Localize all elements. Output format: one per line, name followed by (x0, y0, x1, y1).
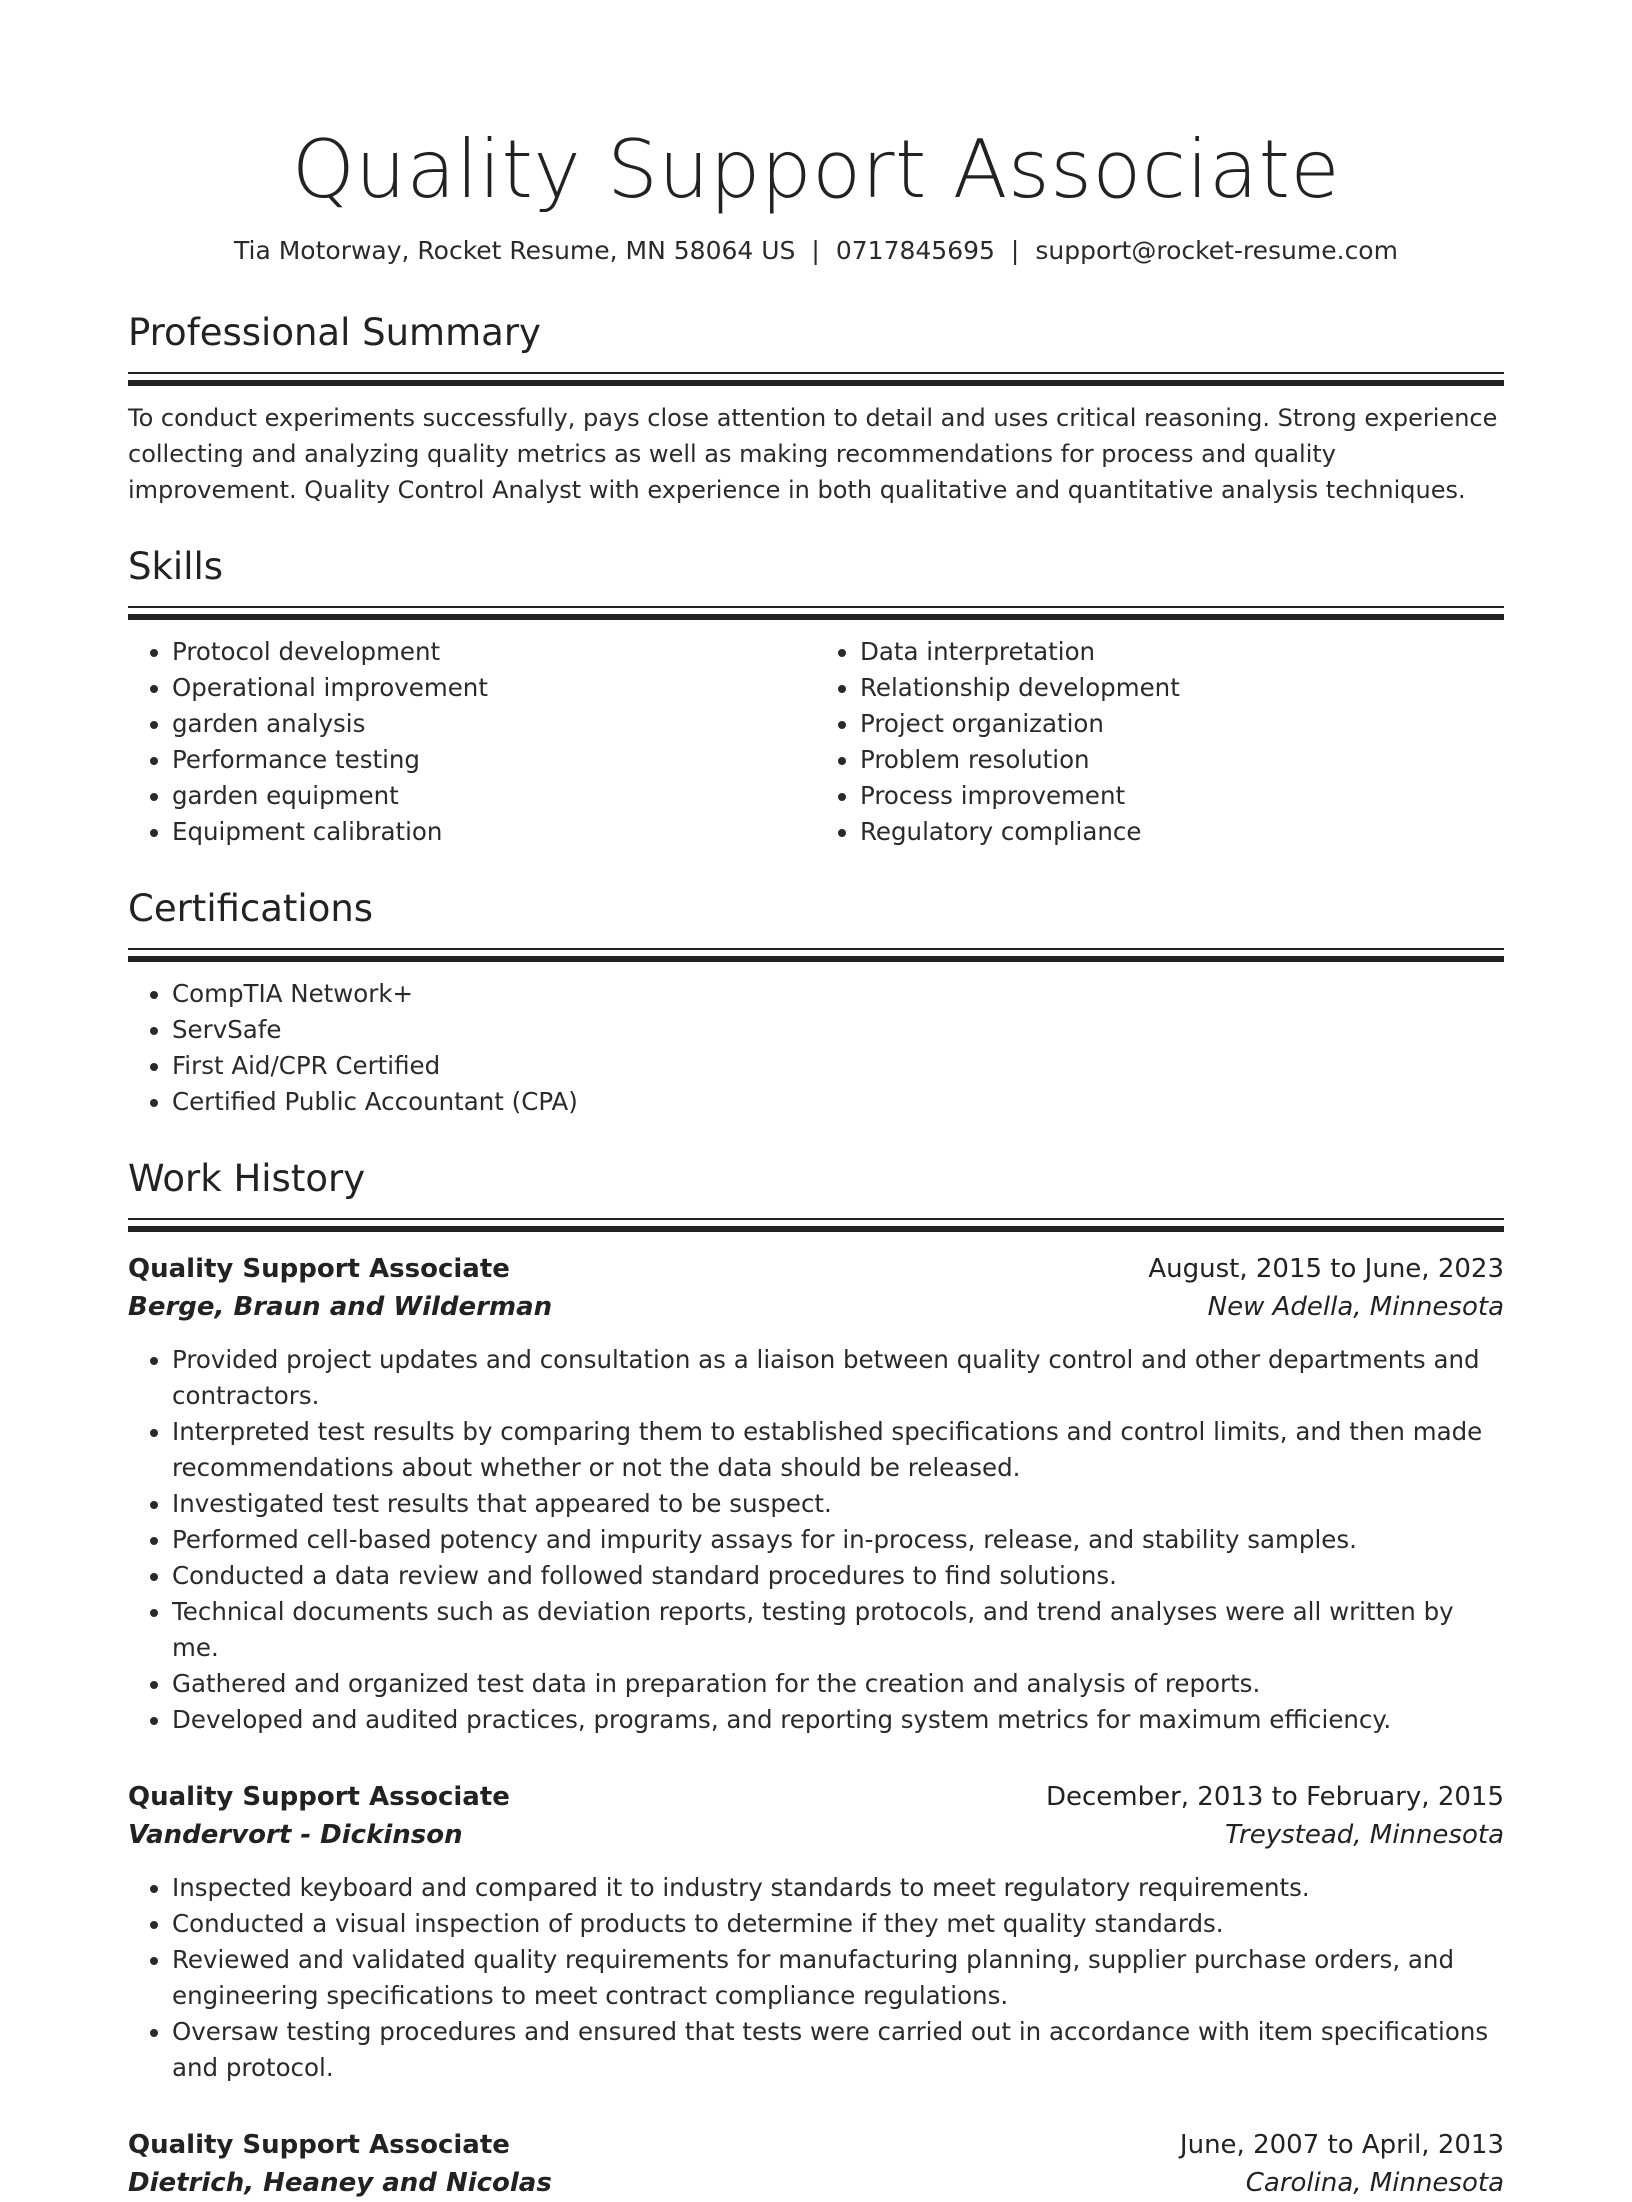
contact-line (128, 234, 1504, 268)
job-bullet: • Technical documents such as deviation reports, testing protocols, and trend analyses were all written by me. (172, 1594, 1504, 1666)
job-company: Vandervort - Dickinson (128, 1820, 463, 1850)
job-company: Dietrich, Heaney and Nicolas (128, 2168, 552, 2198)
job-bullet: • Inspected keyboard and compared it to industry standards to meet regulatory requirements. (172, 1870, 1504, 1906)
skill-item: • Operational improvement (172, 670, 816, 706)
section-heading-certifications: Certifications (128, 887, 374, 930)
job-dates: August, 2015 to June, 2023 (1148, 1254, 1504, 1284)
job-bullet: • Provided project updates and consultation as a liaison between quality control and other departments and contractors. (172, 1342, 1504, 1414)
section-divider (128, 1218, 1504, 1232)
resume-title: Quality Support Associate (291, 123, 1341, 216)
contact-email[interactable]: support@rocket-resume.com (1035, 236, 1398, 265)
certification-item: • First Aid/CPR Certified (172, 1048, 1504, 1084)
job-bullets (128, 1870, 1504, 2086)
job-location: Carolina, Minnesota (1245, 2168, 1504, 2198)
job-dates: December, 2013 to February, 2015 (1045, 1782, 1504, 1812)
work-history-section (128, 1154, 1504, 2202)
job-bullet: • Oversaw testing procedures and ensured that tests were carried out in accordance with item specifications and protocol. (172, 2014, 1504, 2086)
certifications-list (128, 976, 1504, 1120)
section-divider (128, 372, 1504, 386)
certification-item: • CompTIA Network+ (172, 976, 1504, 1012)
job-title: Quality Support Associate (128, 2130, 510, 2160)
skill-item: • garden equipment (172, 778, 816, 814)
job-bullets (128, 1342, 1504, 1738)
job-bullet: • Conducted a visual inspection of products to determine if they met quality standards. (172, 1906, 1504, 1942)
skills-list-left (128, 634, 816, 850)
job-title: Quality Support Associate (128, 1254, 510, 1284)
job-bullet: • Performed cell-based potency and impurity assays for in-process, release, and stability samples. (172, 1522, 1504, 1558)
skill-item: • Problem resolution (860, 742, 1504, 778)
summary-section (128, 308, 1504, 508)
contact-address: Tia Motorway, Rocket Resume, MN 58064 US (234, 236, 796, 265)
skill-item: • Project organization (860, 706, 1504, 742)
job-bullet: • Developed and audited practices, programs, and reporting system metrics for maximum efficiency. (172, 1702, 1504, 1738)
job-entry (128, 1250, 1504, 1738)
section-divider (128, 948, 1504, 962)
job-bullet: • Reviewed and validated quality requirements for manufacturing planning, supplier purchase orders, and engineering specifications to meet contract compliance regulations. (172, 1942, 1504, 2014)
section-heading-skills: Skills (128, 545, 224, 588)
skill-item: • Relationship development (860, 670, 1504, 706)
skills-list-right (816, 634, 1504, 850)
skill-item: • Data interpretation (860, 634, 1504, 670)
skill-item: • Protocol development (172, 634, 816, 670)
job-dates: June, 2007 to April, 2013 (1179, 2130, 1504, 2160)
contact-separator: | (811, 236, 820, 265)
job-bullet: • Investigated test results that appeared to be suspect. (172, 1486, 1504, 1522)
skill-item: • Process improvement (860, 778, 1504, 814)
job-entry (128, 1778, 1504, 2086)
job-bullet: • Gathered and organized test data in preparation for the creation and analysis of reports. (172, 1666, 1504, 1702)
skill-item: • Performance testing (172, 742, 816, 778)
certifications-section (128, 884, 1504, 1120)
job-title: Quality Support Associate (128, 1782, 510, 1812)
summary-text: To conduct experiments successfully, pays close attention to detail and uses critical reasoning. Strong experience collecting and analyzing quality metrics as well as making recommendations for process and quality improvement. Quality Control Analyst with experience in both qualitative and quantitative analysis techniques. (128, 404, 1498, 504)
section-heading-work-history: Work History (128, 1157, 366, 1200)
section-divider (128, 606, 1504, 620)
skill-item: • Equipment calibration (172, 814, 816, 850)
job-location: New Adella, Minnesota (1207, 1292, 1504, 1322)
job-bullet: • Conducted a data review and followed standard procedures to find solutions. (172, 1558, 1504, 1594)
job-entry (128, 2126, 1504, 2202)
contact-separator: | (1010, 236, 1020, 265)
job-company: Berge, Braun and Wilderman (128, 1292, 553, 1322)
skill-item: • garden analysis (172, 706, 816, 742)
job-bullet: • Interpreted test results by comparing them to established specifications and control limits, and then made recommendations about whether or not the data should be released. (172, 1414, 1504, 1486)
contact-phone[interactable]: 0717845695 (835, 236, 995, 265)
skills-columns (128, 634, 1504, 850)
skill-item: • Regulatory compliance (860, 814, 1504, 850)
job-location: Treystead, Minnesota (1225, 1820, 1504, 1850)
resume-page (128, 0, 1504, 2198)
section-heading-summary: Professional Summary (128, 311, 541, 354)
certification-item: • Certified Public Accountant (CPA) (172, 1084, 1504, 1120)
certification-item: • ServSafe (172, 1012, 1504, 1048)
skills-section (128, 542, 1504, 850)
